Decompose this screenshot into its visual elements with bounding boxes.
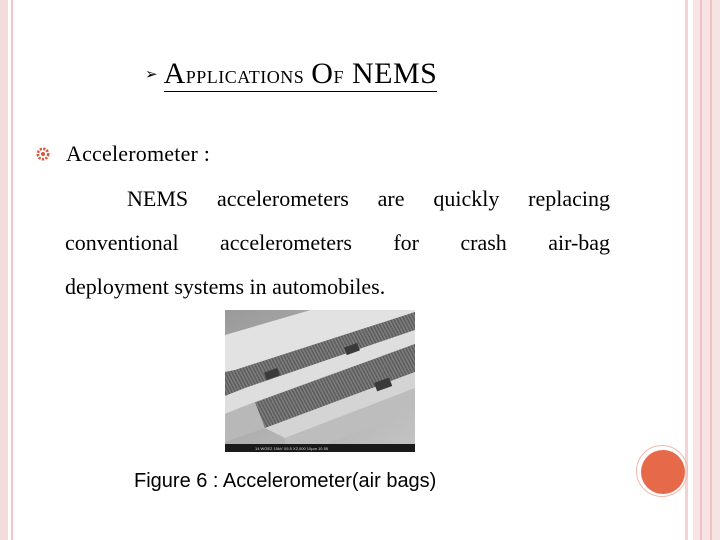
figure-caption: Figure 6 : Accelerometer(air bags) (134, 470, 437, 492)
slide-title-row (145, 58, 437, 102)
body-line-3: deployment systems in automobiles. (65, 274, 386, 299)
accelerometer-sem-image (225, 310, 415, 452)
body-word: air-bag (548, 230, 611, 255)
body-word: are (377, 186, 405, 211)
right-decorative-rail (693, 0, 720, 540)
subheading: Accelerometer : (66, 141, 211, 166)
body-word: accelerometers (216, 186, 349, 211)
body-line-1 (127, 186, 610, 212)
right-decorative-stripe (710, 0, 712, 540)
right-decorative-stripe (700, 0, 702, 540)
body-word: conventional (65, 230, 179, 255)
body-word: quickly (433, 186, 500, 211)
body-word: replacing (528, 186, 610, 211)
left-decorative-line (11, 0, 13, 540)
sem-micrograph (225, 310, 415, 452)
body-line-2 (65, 230, 610, 256)
arrow-bullet-icon: ➢ (145, 65, 158, 83)
left-decorative-rail (0, 0, 8, 540)
body-word: crash (460, 230, 507, 255)
scale-bar-text: 14 WGE2 15kV X5.5 X2,000 10µm 10 55 (255, 446, 329, 451)
body-word: accelerometers (220, 230, 352, 255)
body-word: for (393, 230, 419, 255)
slide-title: Applications Of NEMS (163, 57, 438, 90)
bullet-accelerometer (36, 141, 210, 167)
body-word: NEMS (127, 186, 189, 211)
gear-bullet-icon (36, 147, 50, 161)
decorative-circle (641, 450, 685, 494)
